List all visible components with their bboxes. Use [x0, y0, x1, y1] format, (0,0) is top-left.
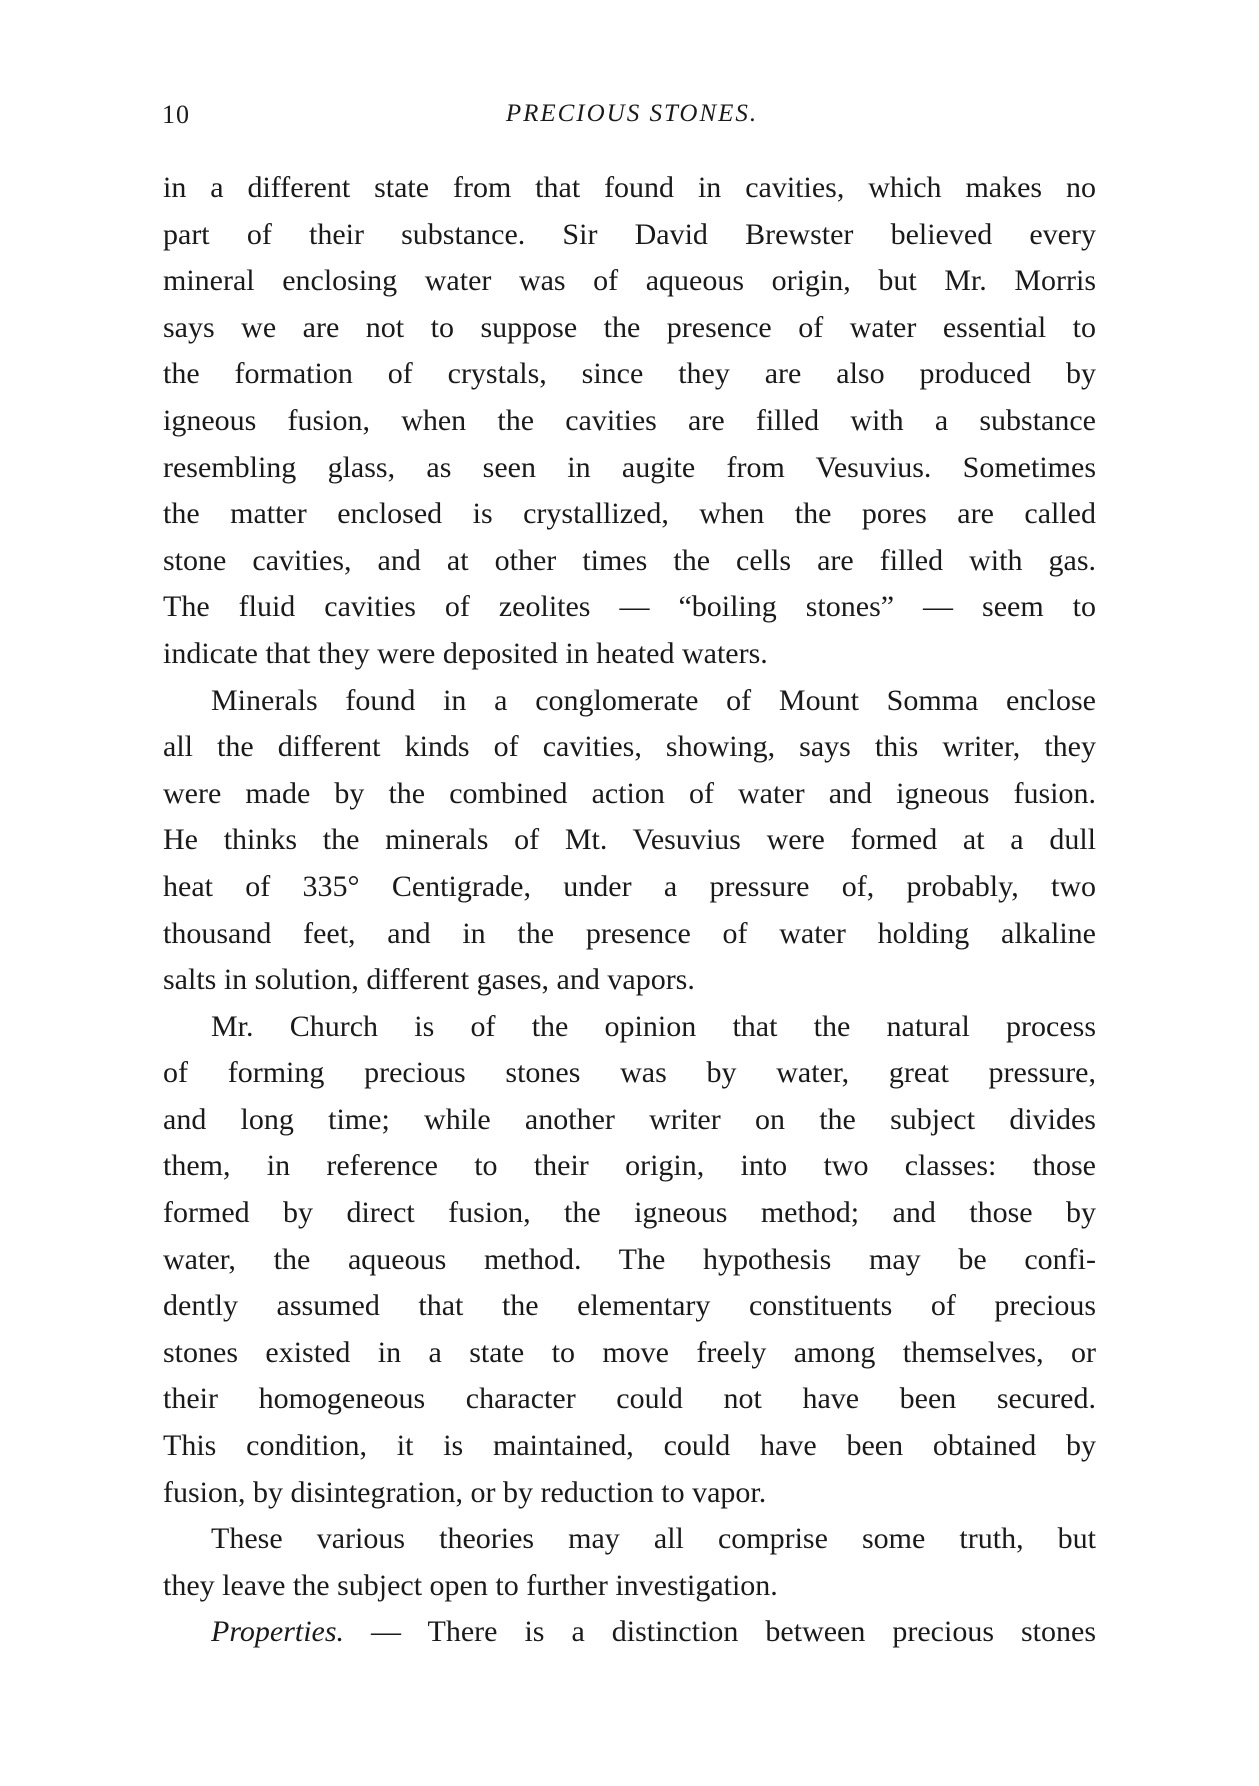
text-line: their homogeneous character could not have been secured. — [163, 1382, 1096, 1416]
text-line: the formation of crystals, since they are also produced by — [163, 357, 1096, 391]
text-line: formed by direct fusion, the igneous method; and those by — [163, 1196, 1096, 1230]
text-line: heat of 335° Centigrade, under a pressure of, probably, two — [163, 869, 1096, 903]
paragraph-end-line: salts in solution, different gases, and vapors. — [163, 963, 695, 997]
body-text — [163, 165, 1096, 1656]
paragraph-start-line: These various theories may all comprise some truth, but — [211, 1522, 1096, 1556]
text-line: dently assumed that the elementary constituents of precious — [163, 1289, 1096, 1323]
paragraph-end-line: indicate that they were deposited in heated waters. — [163, 636, 768, 670]
section-start-line — [163, 1609, 1096, 1656]
text-line: them, in reference to their origin, into two classes: those — [163, 1149, 1096, 1183]
text-line: stones existed in a state to move freely among themselves, or — [163, 1335, 1096, 1369]
text-line: and long time; while another writer on the subject divides — [163, 1102, 1096, 1136]
text-line: says we are not to suppose the presence of water essential to — [163, 310, 1096, 344]
text-line: were made by the combined action of water and igneous fusion. — [163, 776, 1096, 810]
text-line: igneous fusion, when the cavities are filled with a substance — [163, 403, 1096, 437]
text-line: the matter enclosed is crystallized, when the pores are called — [163, 497, 1096, 531]
section-text: — There is a distinction between precious stones — [344, 1615, 1096, 1649]
text-line: thousand feet, and in the presence of water holding alkaline — [163, 916, 1096, 950]
paragraph-start-line: Minerals found in a conglomerate of Mount Somma enclose — [211, 683, 1096, 717]
paragraph-start-line: Mr. Church is of the opinion that the natural process — [211, 1009, 1096, 1043]
paragraph-end-line: they leave the subject open to further investigation. — [163, 1568, 778, 1602]
text-line: This condition, it is maintained, could have been obtained by — [163, 1429, 1096, 1463]
text-line: of forming precious stones was by water, great pressure, — [163, 1056, 1096, 1090]
page-title: PRECIOUS STONES. — [505, 100, 759, 127]
text-line: mineral enclosing water was of aqueous origin, but Mr. Morris — [163, 264, 1096, 298]
text-line: The fluid cavities of zeolites — “boiling stones” — seem to — [163, 590, 1096, 624]
running-head — [162, 100, 1102, 132]
text-line: stone cavities, and at other times the cells are filled with gas. — [163, 543, 1096, 577]
text-line: part of their substance. Sir David Brewster believed every — [163, 217, 1096, 251]
paragraph-end-line: fusion, by disintegration, or by reduction to vapor. — [163, 1475, 767, 1509]
page-number: 10 — [162, 100, 190, 129]
text-line: all the different kinds of cavities, showing, says this writer, they — [163, 730, 1096, 764]
text-line: in a different state from that found in cavities, which makes no — [163, 171, 1096, 204]
text-line: water, the aqueous method. The hypothesis may be confi- — [163, 1242, 1096, 1276]
section-heading-properties: Properties. — [211, 1615, 345, 1649]
text-line: resembling glass, as seen in augite from Vesuvius. Sometimes — [163, 450, 1096, 484]
text-line: He thinks the minerals of Mt. Vesuvius were formed at a dull — [163, 823, 1096, 857]
